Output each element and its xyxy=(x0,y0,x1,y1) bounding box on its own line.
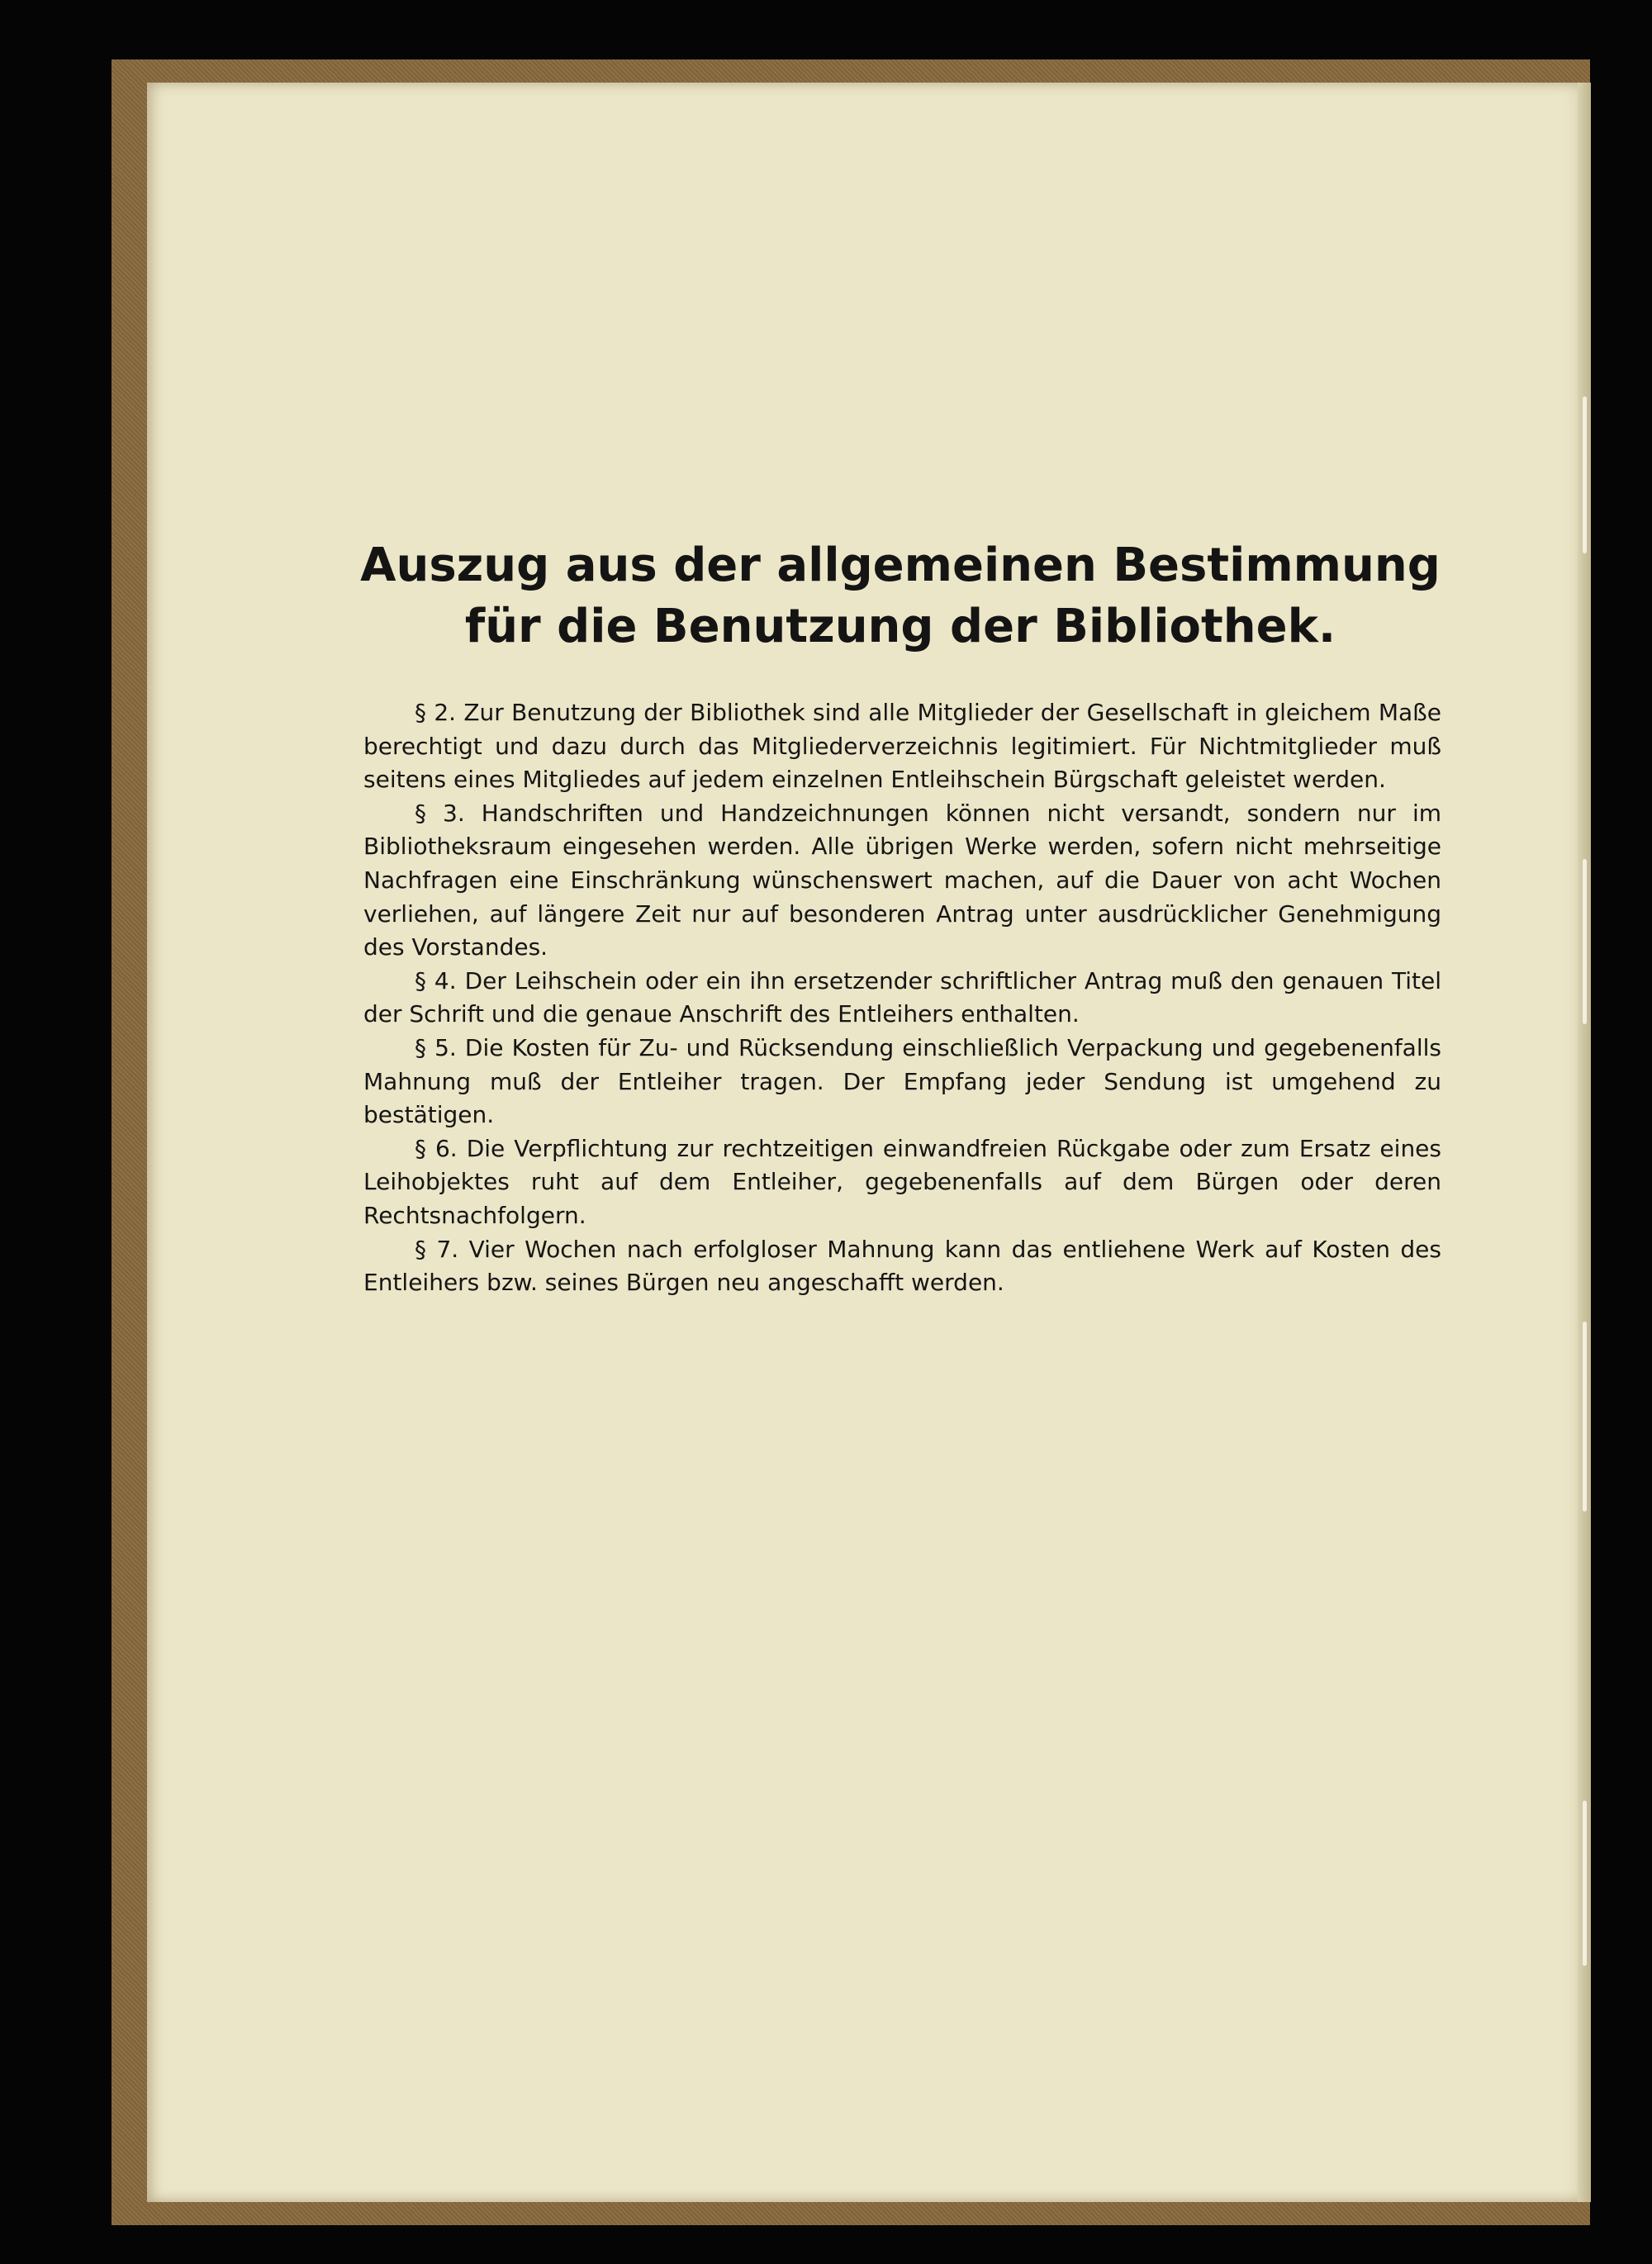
binding-stitch xyxy=(1583,1322,1587,1512)
paragraph-section-7: § 7. Vier Wochen nach erfolgloser Mahnung kann das entliehene Werk auf Kosten des Entleihers bzw. seines Bürgen neu angeschafft werden. xyxy=(363,1235,1441,1297)
paragraph-section-4: § 4. Der Leihschein oder ein ihn ersetzender schriftlicher Antrag muß den genauen Titel der Schrift und die genaue Anschrift des Entleihers enthalten. xyxy=(363,966,1441,1028)
title-line-1: Auszug aus der allgemeinen Bestimmung xyxy=(360,539,1441,592)
binding-stitch xyxy=(1583,396,1587,553)
page-title xyxy=(273,535,1528,657)
binding-stitch xyxy=(1583,1801,1587,1966)
paragraph-section-6: § 6. Die Verpflichtung zur rechtzeitigen einwandfreien Rückgabe oder zum Ersatz eines Leihobjektes ruht auf dem Entleiher, gegebenenfalls auf dem Bürgen oder deren Rechtsnachfolgern. xyxy=(363,1134,1441,1229)
regulations-text xyxy=(363,696,1441,1300)
paragraph-section-5: § 5. Die Kosten für Zu- und Rücksendung einschließlich Verpackung und gegebenenfalls Mahnung muß der Entleiher tragen. Der Empfang jeder Sendung ist umgehend zu bestätigen. xyxy=(363,1033,1441,1129)
paragraph-section-3: § 3. Handschriften und Handzeichnungen können nicht versandt, sondern nur im Bibliotheksraum eingesehen werden. Alle übrigen Werke werden, sofern nicht mehrseitige Nachfragen eine Einschränkung wünschenswert machen, auf die Dauer von acht Wochen verliehen, auf längere Zeit nur auf besonderen Antrag unter ausdrücklicher Genehmigung des Vorstandes. xyxy=(363,799,1441,961)
binding-stitch xyxy=(1583,859,1587,1024)
paragraph-section-2: § 2. Zur Benutzung der Bibliothek sind alle Mitglieder der Gesellschaft in gleichem Maße berechtigt und dazu durch das Mitgliederverzeichnis legitimiert. Für Nichtmitglieder muß seitens eines Mitgliedes auf jedem einzelnen Entleihschein Bürgschaft geleistet werden. xyxy=(363,699,1441,794)
title-line-2: für die Benutzung der Bibliothek. xyxy=(464,600,1336,653)
